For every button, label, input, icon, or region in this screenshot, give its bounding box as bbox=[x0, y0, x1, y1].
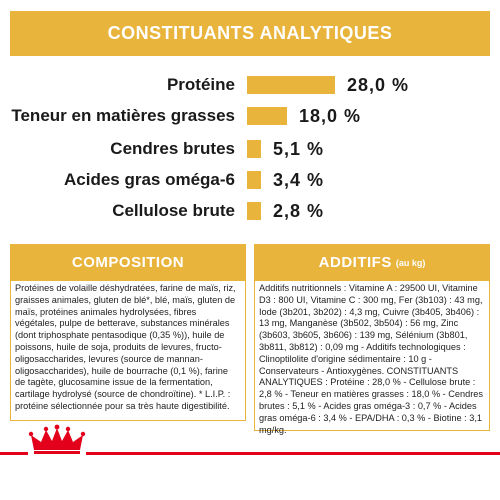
analytical-value: 18,0 % bbox=[299, 106, 362, 126]
analytical-row bbox=[0, 137, 500, 161]
composition-text: Protéines de volaille déshydratées, farine de maïs, riz, graisses animales, gluten de blé*, blé, maïs, gluten de maïs, protéines animales hydrolysées, fibres végétales, pulpe de betterave, substances minérales (dont triphosphate pentasodique (0,35 %)), huile de poissons, huile de soja, produits de levures, fructo-oligosaccharides, levures (source de mannan-oligosaccharides), huile de bourrache (0,1 %), farine de tagète, glucosamine issue de la fermentation, cartilage hydrolysé (source de chondroïtine). * L.I.P. : protéine sélectionnée pour sa très haute digestibilité. bbox=[15, 283, 236, 411]
analytical-row bbox=[0, 73, 500, 97]
analytical-label: Cellulose brute bbox=[112, 201, 235, 220]
analytical-constituents-title: CONSTITUANTS ANALYTIQUES bbox=[107, 23, 393, 43]
analytical-value: 5,1 % bbox=[273, 139, 325, 159]
analytical-constituents-header bbox=[10, 11, 490, 56]
analytical-row bbox=[0, 168, 500, 192]
analytical-label: Cendres brutes bbox=[110, 139, 235, 158]
composition-title: COMPOSITION bbox=[71, 254, 185, 271]
additives-header bbox=[254, 244, 490, 281]
additives-title-unit: (au kg) bbox=[395, 257, 426, 268]
analytical-bar bbox=[247, 76, 335, 94]
analytical-row bbox=[0, 104, 500, 128]
royal-canin-crown-icon bbox=[28, 424, 86, 456]
analytical-row bbox=[0, 199, 500, 223]
composition-panel bbox=[10, 281, 246, 421]
additives-text: Additifs nutritionnels : Vitamine A : 29500 UI, Vitamine D3 : 800 UI, Vitamine C : 300 mg, Fer (3b103) : 43 mg, Iode (3b201, 3b202) : 4,3 mg, Cuivre (3b405, 3b406) : 13 mg, Manganèse (3b502, 3b504) : 56 mg, Zinc (3b603, 3b605, 3b606) : 139 mg, Sélénium (3b801, 3b811, 3b812) : 0,09 mg - Additifs technologiques : Clinoptilolite d'origine sédimentaire : 10 g - Conservateurs - Antioxygènes. CONSTITUANTS ANALYTIQUES : Protéine : 28,0 % - Cellulose brute : 2,8 % - Teneur en matières grasses : 18,0 % - Cendres brutes : 5,1 % - Acides gras oméga-3 : 0,7 % - Acides gras oméga-6 : 3,4 % - EPA/DHA : 0,3 % - Biotine : 3,1 mg/kg. bbox=[259, 283, 484, 435]
analytical-value: 28,0 % bbox=[347, 75, 410, 95]
analytical-bar bbox=[247, 202, 261, 220]
analytical-label: Protéine bbox=[166, 75, 235, 94]
analytical-value: 3,4 % bbox=[273, 170, 325, 190]
analytical-bar bbox=[247, 171, 261, 189]
additives-title: ADDITIFS bbox=[318, 254, 392, 271]
analytical-label: Teneur en matières grasses bbox=[11, 106, 235, 125]
analytical-bar bbox=[247, 107, 287, 125]
analytical-label: Acides gras oméga-6 bbox=[63, 170, 235, 189]
analytical-value: 2,8 % bbox=[273, 201, 325, 221]
composition-header bbox=[10, 244, 246, 281]
additives-panel bbox=[254, 281, 490, 435]
analytical-bar bbox=[247, 140, 261, 158]
